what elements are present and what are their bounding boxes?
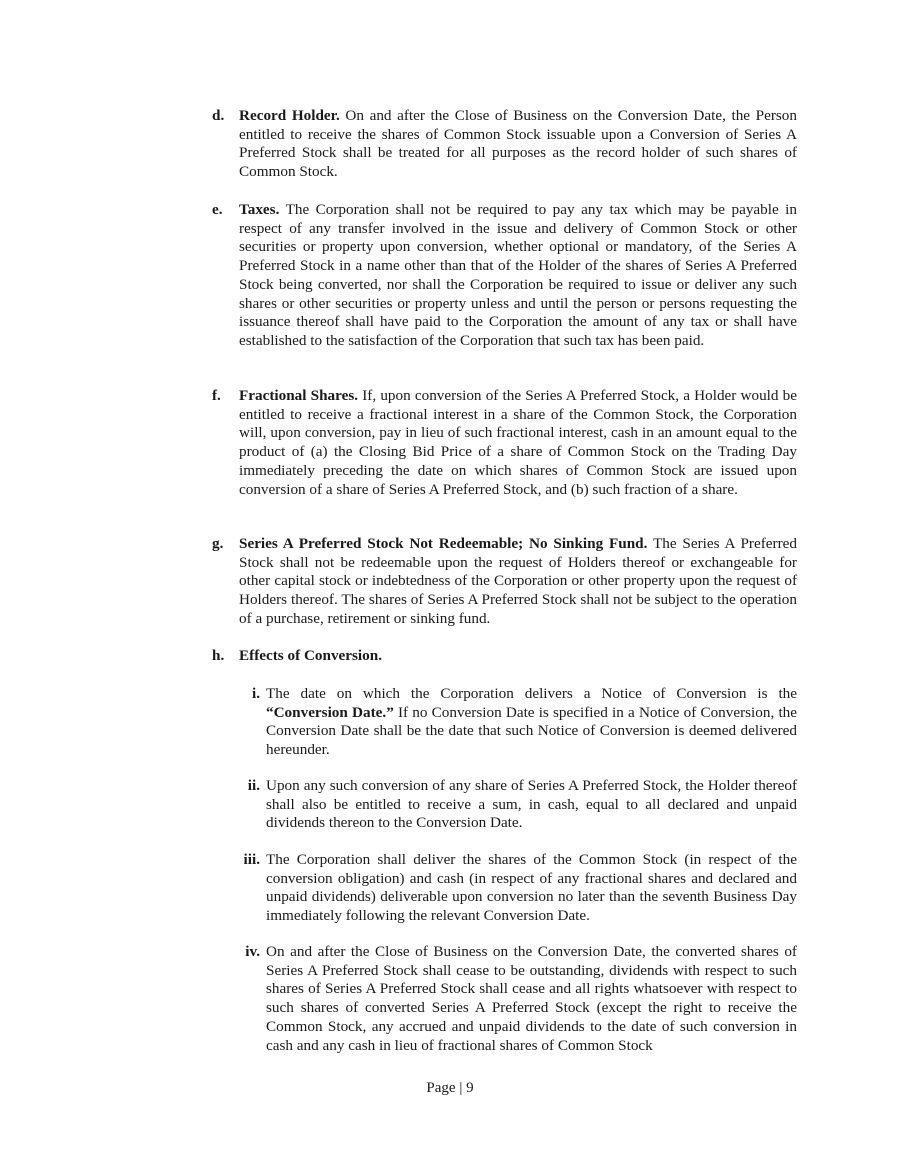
section-text: If, upon conversion of the Series A Preferred Stock, a Holder would be entitled to receive a fractional interest in a share of the Common Stock, the Corporation will, upon conversion, pay in lieu of such fractional interest, cash in an amount equal to the product of (a) the Closing Bid Price of a share of Common Stock on the Trading Day immediately preceding the date on which shares of Common Stock are issued upon conversion of a share of Series A Preferred Stock, and (b) such fraction of a share.: [239, 387, 797, 498]
subsection-body: On and after the Close of Business on the Conversion Date, the converted shares of Series A Preferred Stock shall cease to be outstanding, dividends with respect to such shares of Series A Preferred Stock shall cease and all rights whatsoever with respect to such shares of converted Series A Preferred Stock (except the right to receive the Common Stock, any accrued and unpaid dividends to the date of such conversion in cash and any cash in lieu of fractional shares of Common Stock: [266, 943, 797, 1054]
section-body: [239, 647, 797, 666]
section-body: [239, 387, 797, 499]
section-g: [212, 535, 797, 629]
subsection-body: [266, 685, 797, 760]
section-heading: Taxes.: [239, 201, 280, 218]
section-body: [239, 201, 797, 351]
subsection-marker: iii.: [243, 851, 260, 868]
defined-term: “Conversion Date.”: [266, 703, 394, 721]
subsection-text: If no Conversion Date is specified in a Notice of Conversion, the Conversion Date shall be the date that such Notice of Conversion is deemed delivered hereunder.: [266, 703, 798, 759]
section-marker: e.: [212, 201, 223, 218]
subsection-body: Upon any such conversion of any share of Series A Preferred Stock, the Holder thereof shall also be entitled to receive a sum, in cash, equal to all declared and unpaid dividends thereon to the Conversion Date.: [266, 777, 797, 832]
section-heading: Fractional Shares.: [239, 387, 359, 404]
section-marker: d.: [212, 107, 225, 124]
subsection-marker: iv.: [245, 943, 260, 960]
section-f: [212, 387, 797, 499]
subsection-ii: [228, 777, 797, 833]
subsection-marker: i.: [251, 685, 260, 702]
section-heading: Effects of Conversion.: [239, 647, 382, 664]
section-e: [212, 201, 797, 351]
subsection-body: The Corporation shall deliver the shares of the Common Stock (in respect of the conversion obligation) and cash (in respect of any fractional shares and declared and unpaid dividends) deliverable upon conversion no later than the seventh Business Day immediately following the relevant Conversion Date.: [266, 851, 797, 925]
page-number: Page | 9: [426, 1080, 474, 1096]
section-d: [212, 107, 797, 182]
section-marker: h.: [212, 647, 225, 664]
section-body: [239, 535, 797, 629]
subsection-i: [228, 685, 797, 760]
section-heading: Record Holder.: [239, 107, 340, 124]
section-marker: g.: [212, 535, 224, 552]
section-text: The Series A Preferred Stock shall not be redeemable upon the request of Holders thereof or exchangeable for other capital stock or indebtedness of the Corporation or other property upon the request of Holders thereof. The shares of Series A Preferred Stock shall not be subject to the operation of a purchase, retirement or sinking fund.: [239, 535, 797, 627]
section-marker: f.: [212, 387, 221, 404]
section-text: The Corporation shall not be required to pay any tax which may be payable in respect of any transfer involved in the issue and delivery of Common Stock or other securities or property upon conversion, whether optional or mandatory, of the Series A Preferred Stock in a name other than that of the Holder of the shares of Series A Preferred Stock being converted, nor shall the Corporation be required to issue or deliver any such shares or other securities or property unless and until the person or persons requesting the issuance thereof shall have paid to the Corporation the amount of any tax or shall have established to the satisfaction of the Corporation that such tax has been paid.: [239, 201, 797, 349]
subsection-marker: ii.: [247, 777, 260, 794]
section-heading: Series A Preferred Stock Not Redeemable; No Sinking Fund.: [239, 535, 648, 552]
subsection-iv: [228, 943, 797, 1055]
section-text: On and after the Close of Business on the Conversion Date, the Person entitled to receive the shares of Common Stock issuable upon a Conversion of Series A Preferred Stock shall be treated for all purposes as the record holder of such shares of Common Stock.: [239, 107, 797, 181]
section-body: [239, 107, 797, 182]
section-h: [212, 647, 797, 666]
subsection-iii: [228, 851, 797, 926]
subsection-text: The date on which the Corporation delivers a Notice of Conversion is the: [266, 685, 797, 702]
